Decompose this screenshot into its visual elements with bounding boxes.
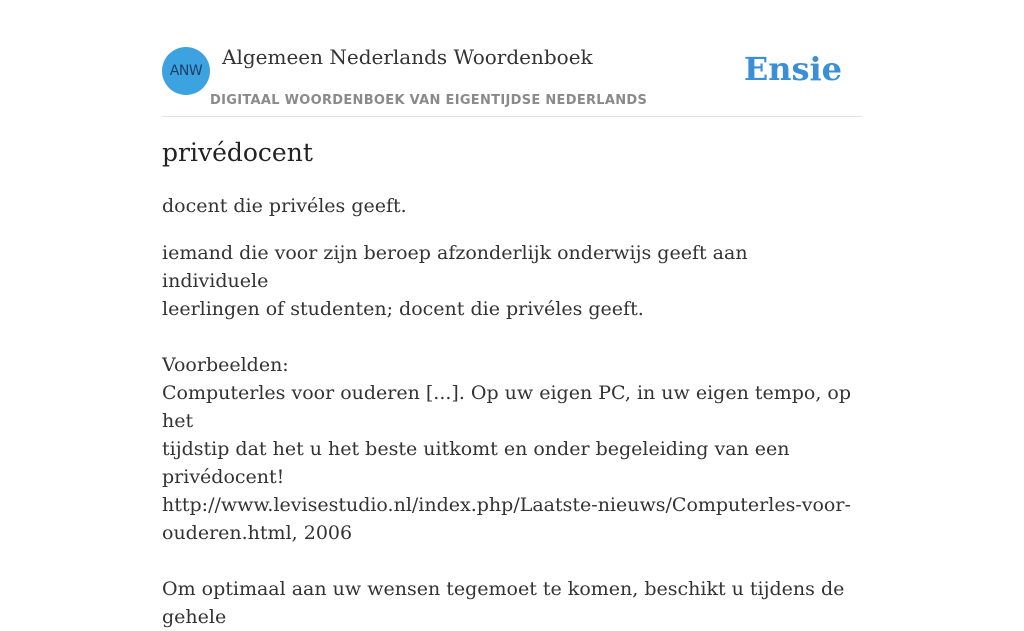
- entry-title: privédocent: [162, 138, 313, 167]
- example-source-line: http://www.levisestudio.nl/index.php/Laatste-nieuws/Computerles-voor-: [162, 494, 851, 516]
- ensie-brand-logo[interactable]: Ensie: [743, 50, 842, 88]
- site-title[interactable]: Algemeen Nederlands Woordenboek: [222, 45, 593, 69]
- example-line: Om optimaal aan uw wensen tegemoet te komen, beschikt u tijdens de gehele: [162, 578, 845, 628]
- definition-line: iemand die voor zijn beroep afzonderlijk onderwijs geeft aan individuele: [162, 242, 748, 292]
- example-line: Computerles voor ouderen [...]. Op uw eigen PC, in uw eigen tempo, op het: [162, 382, 852, 432]
- examples-label: Voorbeelden:: [162, 354, 289, 376]
- example-line: tijdstip dat het u het beste uitkomt en onder begeleiding van een privédocent!: [162, 438, 790, 488]
- definition-line: leerlingen of studenten; docent die privéles geeft.: [162, 298, 644, 320]
- site-header: [162, 38, 862, 117]
- example-source-line: ouderen.html, 2006: [162, 522, 353, 544]
- entry-content: [162, 192, 852, 631]
- site-subtitle: DIGITAAL WOORDENBOEK VAN EIGENTIJDSE NEDERLANDS: [210, 93, 648, 108]
- short-definition: docent die privéles geeft.: [162, 195, 407, 217]
- spacer: [162, 547, 852, 575]
- anw-logo[interactable]: ANW: [162, 47, 210, 95]
- spacer: [162, 323, 852, 351]
